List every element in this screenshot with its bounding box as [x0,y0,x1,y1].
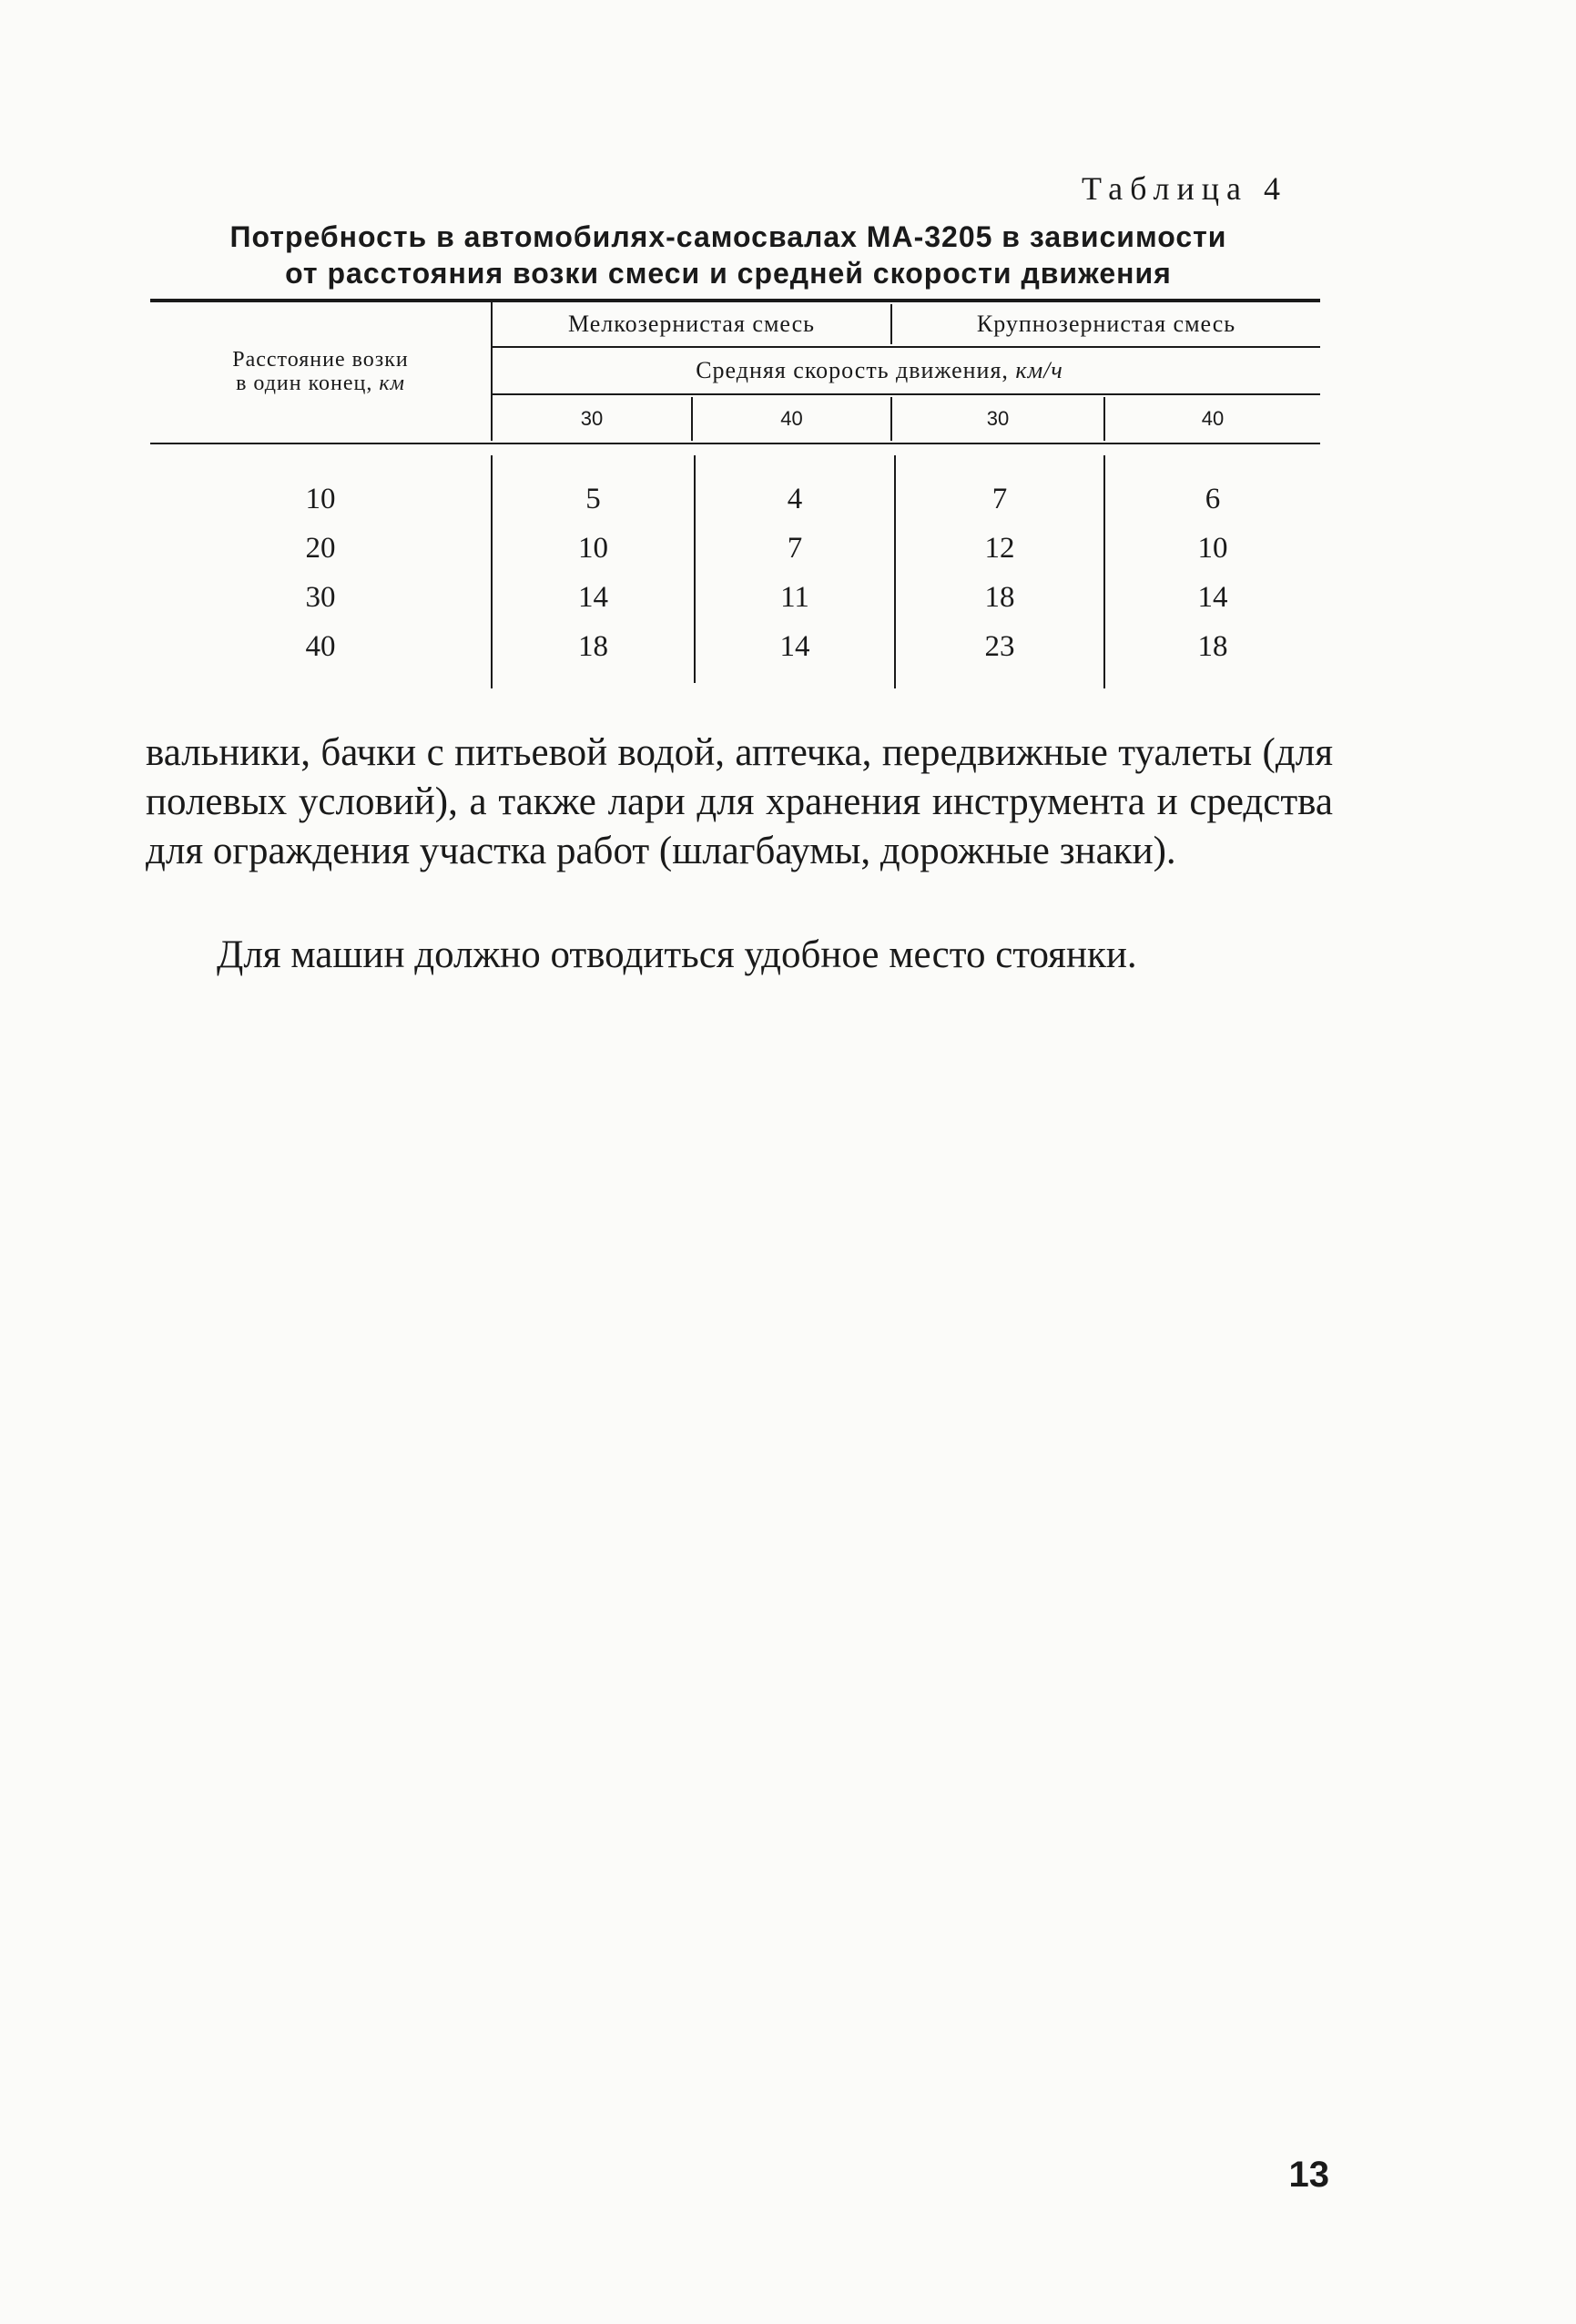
speed-header: 30 [986,407,1010,430]
value-cell: 18 [578,629,608,663]
value-cell: 12 [984,531,1015,565]
value-cell: 7 [991,482,1008,515]
page-number: 13 [1288,2155,1329,2195]
speed-caption [493,348,1266,393]
header-bottom-rule [150,443,1320,444]
stub-header-unit: км [379,372,405,395]
stub-header [150,302,491,441]
distance-cell: 40 [305,629,336,663]
paragraph-1: вальники, бачки с питьевой водой, аптечка, передвижные туалеты (для полевых условий), а также лари для хранения инструмента и средства для ограждения участка работ (шлагбаумы, дорожные знаки). [146,731,1333,872]
group-header-fine: Мелкозернистая смесь [567,311,816,337]
table-title-line-1: Потребность в автомобилях-самосвалах МА-3205 в зависимости [229,220,1227,253]
speed-header: 40 [1201,407,1225,430]
speed-header: 40 [780,407,803,430]
value-cell: 10 [578,531,608,565]
distance-cell: 20 [305,531,336,565]
table-label: Таблица 4 [1082,170,1287,207]
value-cell: 5 [585,482,601,515]
paragraph-2: Для машин должно отводиться удобное место стоянки. [217,933,1137,976]
stub-header-line-1: Расстояние возки [232,348,409,372]
speed-header: 30 [580,407,604,430]
value-cell: 4 [787,482,803,515]
speed-caption-unit: км/ч [1015,357,1063,383]
distance-cell: 30 [305,580,336,614]
speed-caption-text: Средняя скорость движения, [696,357,1009,383]
value-cell: 7 [787,531,803,565]
value-cell: 18 [1197,629,1228,663]
distance-cell: 10 [305,482,336,515]
group-header-coarse: Крупнозернистая смесь [976,311,1236,337]
value-cell: 10 [1197,531,1228,565]
value-cell: 14 [1197,580,1228,614]
value-cell: 14 [578,580,608,614]
value-cell: 18 [984,580,1015,614]
value-cell: 11 [780,580,809,614]
table-title-line-2: от расстояния возки смеси и средней скорости движения [285,257,1172,290]
value-cell: 6 [1205,482,1221,515]
stub-header-line-2: в один конец, [236,372,373,395]
table-title [146,219,1311,291]
value-cell: 23 [984,629,1015,663]
value-cell: 14 [779,629,810,663]
